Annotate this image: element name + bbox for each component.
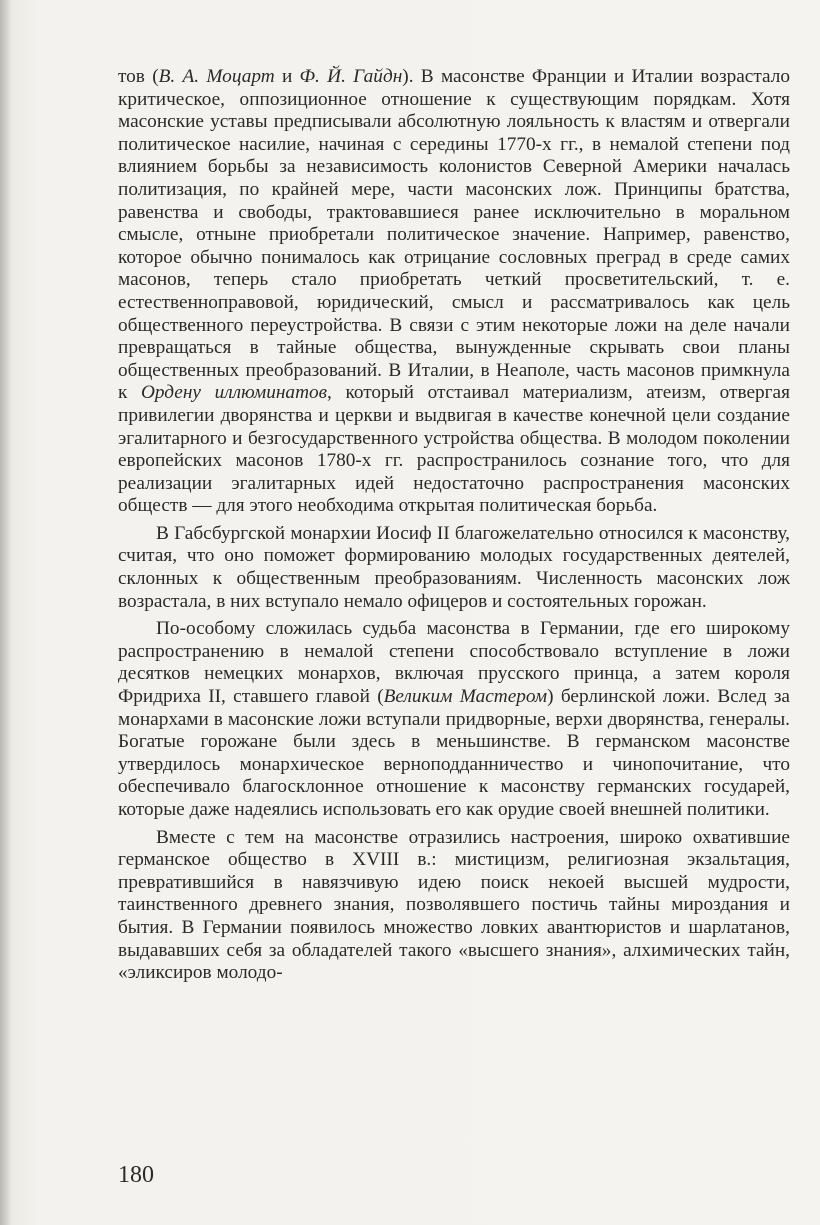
text-run: ) берлинской ложи. Вслед за монархами в масонские ложи вступали придворные, верхи дворянства, генералы. Богатые горожане были здесь в меньшинстве. В германском масонстве утвердилось монархическое верноподданничество и чинопочитание, что обеспечивало благосклонное отношение к масонству германских государей, которые даже надеялись использовать его как орудие своей внешней политики. bbox=[118, 686, 790, 820]
text-run: , который отстаивал материализм, атеизм, отвергая привилегии дворянства и церкви и выдвигая в качестве конечной цели создание эгалитарного и безгосударственного устройства общества. В молодом поколении европейских масонов 1780-х гг. распространилось сознание того, что для реализации эгалитарных идей недостаточно распространения масонских обществ — для этого необходима открытая политическая борьба. bbox=[118, 382, 790, 517]
text-run: тов ( bbox=[118, 66, 159, 87]
paragraph bbox=[118, 66, 790, 518]
text-run: ). В масонстве Франции и Италии возрастало критическое, оппозиционное отношение к существующим порядкам. Хотя масонские уставы предписывали абсолютную лояльность к властям и отвергали политическое насилие, начиная с середины 1770-х гг., в немалой степени под влиянием борьбы за независимость колонистов Северной Америки началась политизация, по крайней мере, части масонских лож. Принципы братства, равенства и свободы, трактовавшиеся ранее исключительно в моральном смысле, отныне приобретали политическое значение. Например, равенство, которое обычно понималось как отрицание сословных преград в среде самих масонов, теперь стало приобретать четкий просветительский, т. е. естественноправовой, юридический, смысл и рассматривалось как цель общественного переустройства. В связи с этим некоторые ложи на деле начали превращаться в тайные общества, вынужденные скрывать свои планы общественных преобразований. В Италии, в Неаполе, часть масонов примкнула к bbox=[118, 66, 790, 404]
text-run: Вместе с тем на масонстве отразились настроения, широко охватившие германское общество в XVIII в.: мистицизм, религиозная экзальтация, превратившийся в навязчивую идею поиск некоей высшей мудрости, таинственного древнего знания, позволявшего постичь тайны мироздания и бытия. В Германии появилось множество ловких авантюристов и шарлатанов, выдававших себя за обладателей такого «высшего знания», алхимических тайн, «эликсиров молодо- bbox=[118, 826, 790, 984]
text-run: По-особому сложилась судьба масонства в Германии, где его широкому распространению в немалой степени способствовало вступление в ложи десятков немецких монархов, включая прусского принца, а затем короля Фридриха II, ставшего главой ( bbox=[118, 618, 790, 708]
text-run: и bbox=[274, 66, 300, 87]
italic-text: Великим Мастером bbox=[383, 686, 548, 708]
paragraph bbox=[118, 523, 790, 613]
italic-text: Ордену иллюминатов bbox=[141, 382, 328, 404]
paragraph bbox=[118, 827, 790, 985]
body-text bbox=[118, 66, 790, 990]
italic-text: Ф. Й. Гайдн bbox=[299, 66, 403, 87]
paragraph bbox=[118, 618, 790, 821]
page-gutter bbox=[0, 0, 10, 1225]
page-number: 180 bbox=[118, 1162, 154, 1188]
text-run: В Габсбургской монархии Иосиф II благожелательно относился к масонству, считая, что оно поможет формированию молодых государственных деятелей, склонных к общественным преобразованиям. Численность масонских лож возрастала, в них вступало немало офицеров и состоятельных горожан. bbox=[118, 522, 790, 612]
italic-text: В. А. Моцарт bbox=[158, 66, 275, 87]
